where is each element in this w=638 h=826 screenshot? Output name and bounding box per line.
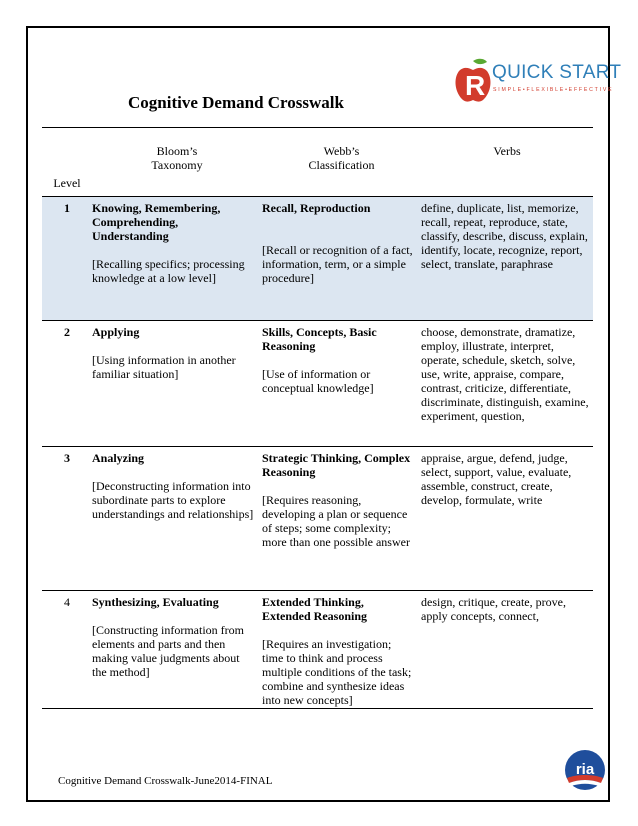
header-verbs: Verbs: [493, 144, 521, 158]
header-webb: [262, 128, 421, 197]
row-verbs: choose, demonstrate, dramatize, employ, illustrate, interpret, operate, schedule, sketch, solve, use, write, appraise, compare, contrast, criticize, differentiate, discriminate, distinguish, examine, experiment, question,: [421, 321, 593, 447]
webb-desc: [Requires reasoning, developing a plan or sequence of steps; some complexity; more than one possible answer: [262, 493, 410, 549]
webb-title: Recall, Reproduction: [262, 201, 371, 215]
page-title: Cognitive Demand Crosswalk: [128, 93, 344, 112]
table-header-row: [42, 128, 593, 197]
footer-text: Cognitive Demand Crosswalk-June2014-FINAL: [58, 775, 273, 787]
row-webb: [262, 321, 421, 447]
row-verbs: design, critique, create, prove, apply concepts, connect,: [421, 591, 593, 709]
row-bloom: [92, 591, 262, 709]
row-webb: [262, 447, 421, 591]
row-bloom: [92, 447, 262, 591]
bloom-title: Knowing, Remembering, Comprehending, Understanding: [92, 201, 221, 243]
table-row: [42, 197, 593, 321]
table-row: [42, 447, 593, 591]
webb-desc: [Requires an investigation; time to think and process multiple conditions of the task; combine and synthesize ideas into new concepts]: [262, 637, 412, 707]
apple-leaf-icon: [473, 59, 487, 64]
table-row: [42, 591, 593, 709]
row-level: 1: [42, 197, 92, 321]
bloom-desc: [Recalling specifics; processing knowledge at a low level]: [92, 257, 245, 285]
header-bloom-line1: Bloom’s: [156, 144, 198, 158]
webb-title: Strategic Thinking, Complex Reasoning: [262, 451, 411, 479]
row-verbs: define, duplicate, list, memorize, recall, repeat, reproduce, state, classify, describe, discuss, explain, identify, locate, recognize, report, select, translate, paraphrase: [421, 197, 593, 321]
ria-logo: [563, 748, 607, 792]
row-webb: [262, 197, 421, 321]
bloom-title: Synthesizing, Evaluating: [92, 595, 219, 609]
header-level: Level: [53, 176, 81, 190]
webb-title: Skills, Concepts, Basic Reasoning: [262, 325, 377, 353]
row-bloom: [92, 197, 262, 321]
row-level: 2: [42, 321, 92, 447]
bloom-desc: [Constructing information from elements and parts and then making value judgments about the method]: [92, 623, 244, 679]
table-row: [42, 321, 593, 447]
webb-desc: [Recall or recognition of a fact, information, term, or a simple procedure]: [262, 243, 413, 285]
row-level: 4: [42, 591, 92, 709]
bloom-desc: [Deconstructing information into subordinate parts to explore understandings and relationships]: [92, 479, 254, 521]
logo-tagline: SIMPLE•FLEXIBLE•EFFECTIVE: [493, 87, 614, 93]
webb-title: Extended Thinking, Extended Reasoning: [262, 595, 368, 623]
bloom-title: Applying: [92, 325, 140, 339]
row-bloom: [92, 321, 262, 447]
row-verbs: appraise, argue, defend, judge, select, support, value, evaluate, assemble, construct, create, develop, formulate, write: [421, 447, 593, 591]
header-bloom: [92, 128, 262, 197]
header-webb-line1: Webb’s: [323, 144, 360, 158]
header-webb-line2: Classification: [308, 158, 375, 172]
row-webb: [262, 591, 421, 709]
bloom-title: Analyzing: [92, 451, 145, 465]
webb-desc: [Use of information or conceptual knowledge]: [262, 367, 374, 395]
table-bottom-rule: [42, 709, 593, 710]
row-level: 3: [42, 447, 92, 591]
ria-logo-text: ria: [575, 761, 595, 778]
svg-text:R: R: [465, 70, 486, 101]
crosswalk-table: [42, 127, 593, 709]
logo-brand-text: QUICK START: [492, 62, 622, 83]
header-bloom-line2: Taxonomy: [151, 158, 203, 172]
bloom-desc: [Using information in another familiar situation]: [92, 353, 236, 381]
